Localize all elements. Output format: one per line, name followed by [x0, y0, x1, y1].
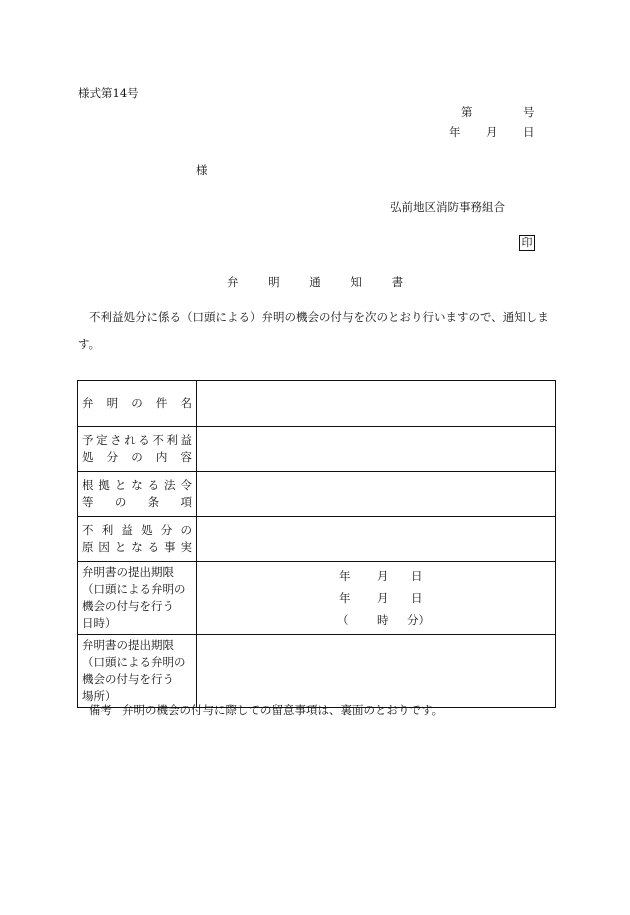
- table-row: [78, 427, 556, 472]
- remarks: [89, 702, 443, 718]
- value-deadline-datetime: [197, 562, 556, 635]
- time-hour: 時: [377, 613, 389, 627]
- recipient: 様: [196, 163, 208, 177]
- title-char: 明: [268, 275, 280, 289]
- date-month: 月: [377, 591, 389, 605]
- date-year: 年: [339, 569, 351, 583]
- table-row: [78, 472, 556, 517]
- label-char: と: [114, 478, 127, 492]
- remarks-text: 弁明の機会の付与に際しての留意事項は、裏面のとおりです。: [122, 703, 444, 717]
- label-line: 弁明書の提出期限: [82, 638, 174, 652]
- label-char: る: [147, 478, 160, 492]
- label-char: 条: [147, 495, 160, 509]
- label-deadline-place: [78, 635, 197, 708]
- label-char: 予: [82, 433, 94, 447]
- label-char: さ: [110, 433, 122, 447]
- label-char: 内: [155, 450, 168, 464]
- table-row: [78, 635, 556, 708]
- date-line-2: [197, 587, 555, 609]
- label-char: 益: [121, 523, 133, 537]
- title-char: 通: [309, 275, 321, 289]
- details-table: [77, 380, 556, 708]
- date-year: 年: [339, 591, 351, 605]
- label-char: の: [114, 495, 127, 509]
- label-char: 定: [96, 433, 108, 447]
- document-date: [449, 124, 535, 140]
- seal-stamp: 印: [519, 235, 535, 251]
- label-char: る: [138, 433, 150, 447]
- time-open-paren: （: [337, 613, 349, 627]
- title-char: 書: [391, 275, 404, 289]
- label-char: 根: [82, 478, 94, 492]
- date-year: 年: [449, 125, 461, 139]
- value-planned-disposition: [197, 427, 556, 472]
- value-cause-facts: [197, 517, 556, 562]
- label-char: 利: [166, 433, 178, 447]
- label-char: の: [131, 450, 143, 464]
- label-char: 事: [164, 540, 176, 554]
- value-case-name: [197, 381, 556, 427]
- label-planned-disposition: [78, 427, 197, 472]
- label-char: 件: [155, 396, 168, 410]
- date-day: 日: [411, 591, 423, 605]
- remarks-title: 備考: [89, 703, 112, 717]
- document-number-prefix: 第: [461, 105, 473, 119]
- label-char: 不: [152, 433, 164, 447]
- label-char: 利: [101, 523, 114, 537]
- label-line: 弁明書の提出期限: [82, 565, 174, 579]
- label-char: 弁: [82, 396, 94, 410]
- label-line: （口頭による弁明の: [82, 582, 186, 596]
- label-line: 機会の付与を行う: [82, 672, 174, 686]
- label-line: 機会の付与を行う: [82, 599, 174, 613]
- form-number: 様式第14号: [78, 86, 139, 100]
- label-char: 明: [106, 396, 119, 410]
- body-paragraph: 不利益処分に係る（口頭による）弁明の機会の付与を次のとおり行いますので、通知します。: [78, 310, 549, 351]
- label-char: な: [131, 540, 143, 554]
- label-char: 令: [180, 478, 192, 492]
- title-char: 弁: [226, 275, 239, 289]
- label-char: 処: [82, 450, 94, 464]
- label-char: 益: [180, 433, 192, 447]
- time-minute: 分）: [407, 613, 430, 627]
- table-row: [78, 381, 556, 427]
- label-char: 容: [180, 450, 192, 464]
- label-char: 原: [82, 540, 94, 554]
- label-char: と: [114, 540, 127, 554]
- table-row: [78, 517, 556, 562]
- title-char: 知: [350, 275, 362, 289]
- label-char: な: [131, 478, 143, 492]
- time-line: [197, 609, 555, 631]
- label-char: 拠: [98, 478, 110, 492]
- label-char: 法: [164, 478, 176, 492]
- label-char: れ: [124, 433, 136, 447]
- date-day: 日: [523, 125, 535, 139]
- label-cause-facts: [78, 517, 197, 562]
- label-char: 名: [180, 396, 192, 410]
- label-char: 項: [180, 495, 192, 509]
- label-char: 分: [160, 523, 173, 537]
- label-case-name: [78, 381, 197, 427]
- label-char: 等: [82, 495, 94, 509]
- date-line-1: [197, 565, 555, 587]
- label-legal-basis: [78, 472, 197, 517]
- sender-organization: 弘前地区消防事務組合: [390, 200, 505, 214]
- table-row: [78, 562, 556, 635]
- value-legal-basis: [197, 472, 556, 517]
- label-char: る: [147, 540, 160, 554]
- label-line: 場所）: [82, 689, 117, 703]
- date-month: 月: [377, 569, 389, 583]
- label-char: の: [131, 396, 143, 410]
- value-deadline-place: [197, 635, 556, 708]
- label-line: 日時）: [82, 616, 117, 630]
- document-title: [0, 274, 630, 290]
- label-line: （口頭による弁明の: [82, 655, 186, 669]
- label-char: の: [180, 523, 192, 537]
- date-month: 月: [486, 125, 498, 139]
- label-deadline-datetime: [78, 562, 197, 635]
- label-char: 分: [106, 450, 119, 464]
- label-char: 因: [98, 540, 110, 554]
- document-number-suffix: 号: [523, 105, 535, 119]
- label-char: 実: [180, 540, 192, 554]
- label-char: 処: [141, 523, 153, 537]
- label-char: 不: [82, 523, 94, 537]
- document-number: [461, 104, 535, 120]
- date-day: 日: [411, 569, 423, 583]
